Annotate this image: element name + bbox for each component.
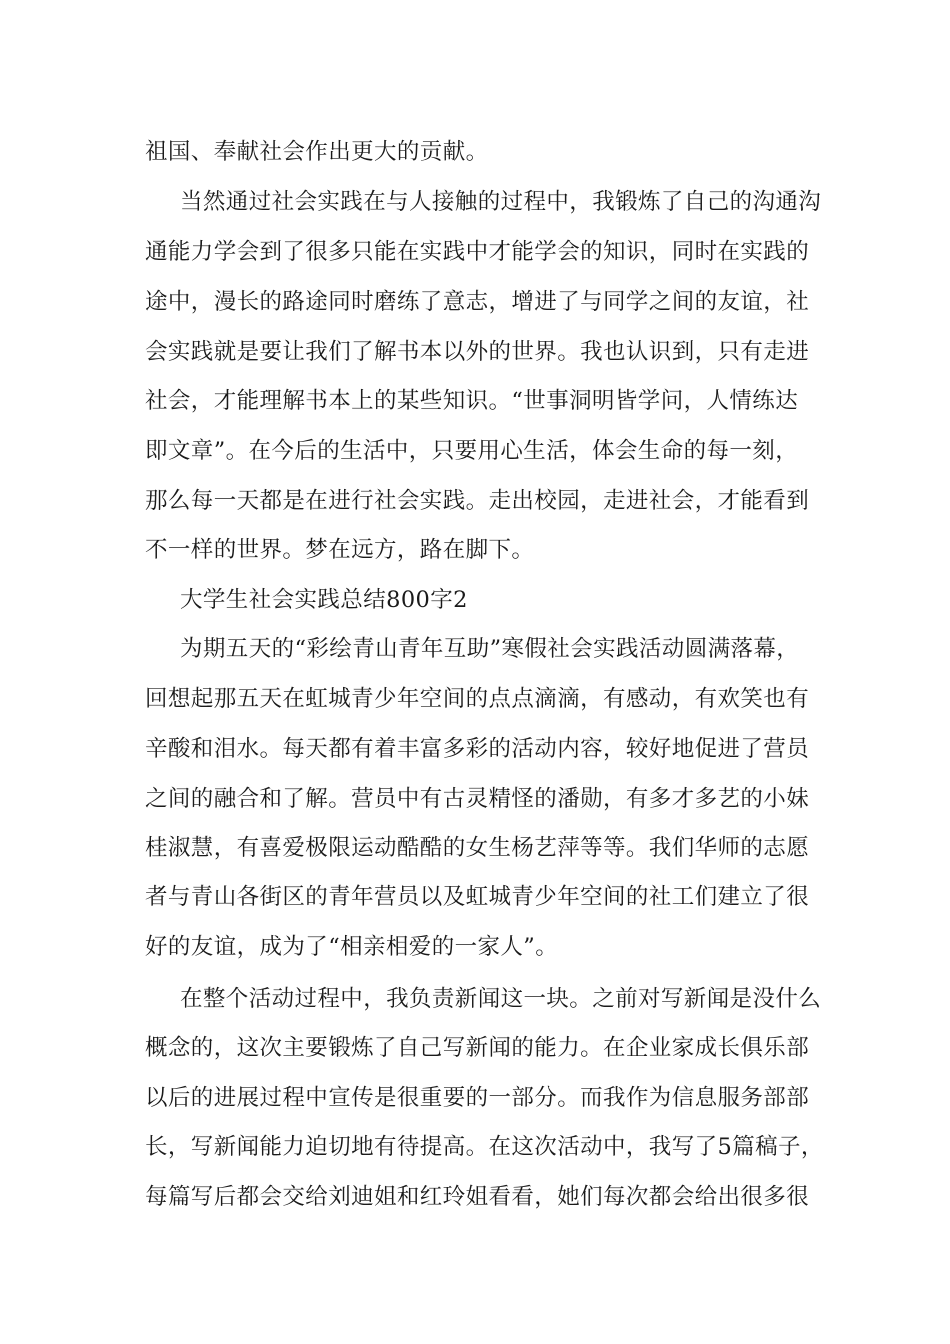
text-line: 途中，漫长的路途同时磨练了意志，增进了与同学之间的友谊，社: [145, 289, 810, 315]
section-heading: 大学生社会实践总结800字2: [180, 587, 468, 613]
text-line: 那么每一天都是在进行社会实践。走出校园，走进社会，才能看到: [145, 488, 810, 514]
text-line: 会实践就是要让我们了解书本以外的世界。我也认识到，只有走进: [145, 339, 810, 365]
text-line: 每篇写后都会交给刘迪姐和红玲姐看看，她们每次都会给出很多很: [145, 1184, 810, 1210]
text-line: 不一样的世界。梦在远方，路在脚下。: [145, 537, 535, 563]
text-line: 好的友谊，成为了“相亲相爱的一家人”。: [145, 934, 559, 960]
text-line: 概念的，这次主要锻炼了自己写新闻的能力。在企业家成长俱乐部: [145, 1035, 810, 1061]
text-line: 辛酸和泪水。每天都有着丰富多彩的活动内容，较好地促进了营员: [145, 736, 810, 762]
text-line: 者与青山各街区的青年营员以及虹城青少年空间的社工们建立了很: [145, 884, 810, 910]
paragraph-start-line: 在整个活动过程中，我负责新闻这一块。之前对写新闻是没什么: [180, 986, 822, 1012]
text-line: 长，写新闻能力迫切地有待提高。在这次活动中，我写了5篇稿子，: [145, 1134, 824, 1160]
text-line: 即文章”。在今后的生活中，只要用心生活，体会生命的每一刻，: [145, 438, 799, 464]
paragraph-start-line: 为期五天的“彩绘青山青年互助”寒假社会实践活动圆满落幕，: [180, 636, 800, 662]
text-line: 桂淑慧，有喜爱极限运动酷酷的女生杨艺萍等等。我们华师的志愿: [145, 835, 810, 861]
text-line: 回想起那五天在虹城青少年空间的点点滴滴，有感动，有欢笑也有: [145, 686, 810, 712]
text-line: 社会，才能理解书本上的某些知识。“世事洞明皆学问，人情练达: [145, 388, 799, 414]
text-line: 之间的融合和了解。营员中有古灵精怪的潘勋，有多才多艺的小妹: [145, 786, 810, 812]
paragraph-start-line: 当然通过社会实践在与人接触的过程中，我锻炼了自己的沟通沟: [180, 189, 822, 215]
text-line: 通能力学会到了很多只能在实践中才能学会的知识，同时在实践的: [145, 239, 810, 265]
text-line: 以后的进展过程中宣传是很重要的一部分。而我作为信息服务部部: [145, 1085, 810, 1111]
text-line: 祖国、奉献社会作出更大的贡献。: [145, 139, 489, 165]
